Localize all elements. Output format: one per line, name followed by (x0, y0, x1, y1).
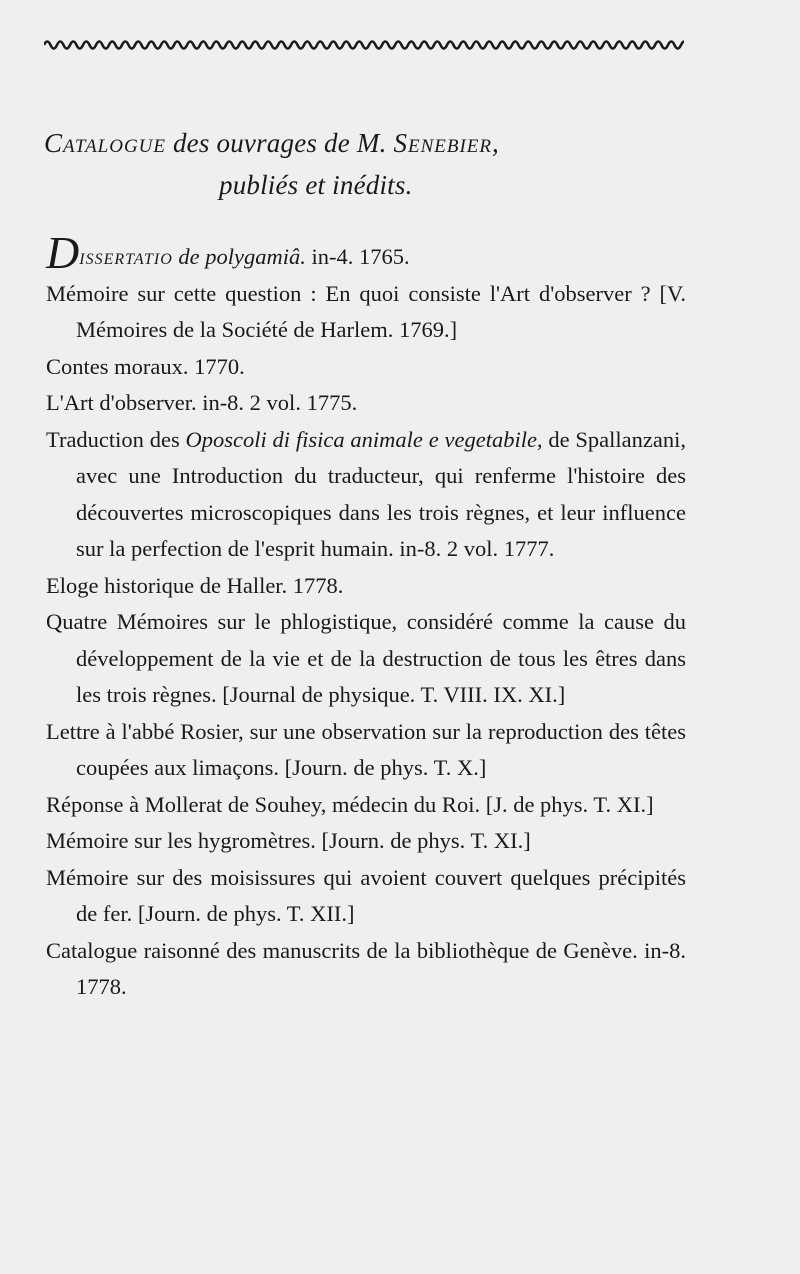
drop-cap-letter: D (46, 227, 80, 278)
title-line-2: publiés et inédits. (219, 170, 413, 200)
entry-text-before: Traduction des (46, 426, 186, 452)
title-line-1 (44, 122, 684, 164)
catalogue-entry (46, 227, 686, 278)
catalogue-entry: Réponse à Mollerat de Souhey, médecin du Roi. [J. de phys. T. XI.] (46, 791, 654, 817)
title-author-name: Senebier, (393, 128, 500, 158)
catalogue-entry (46, 422, 686, 568)
entry-text-after: de Spallanzani, avec une Introduction du traducteur, qui renferme l'histoire des découvertes microscopiques dans les trois règnes, et leur influence sur la perfection de l'esprit humain. in-8. 2 vol. 1777. (76, 426, 686, 561)
entry-details: in-4. 1765. (305, 244, 410, 269)
catalogue-title (44, 122, 684, 206)
catalogue-entry: Contes moraux. 1770. (46, 353, 245, 379)
entry-lead-smallcaps: issertatio (79, 244, 173, 269)
entry-italic-title: Oposcoli di fisica animale e vegetabile, (185, 426, 543, 452)
catalogue-entry: L'Art d'observer. in-8. 2 vol. 1775. (46, 390, 358, 415)
catalogue-entry: Mémoire sur cette question : En quoi consiste l'Art d'observer ? [V. Mémoires de la Société de Harlem. 1769.] (46, 280, 686, 342)
catalogue-entry: Lettre à l'abbé Rosier, sur une observation sur la reproduction des têtes coupées aux limaçons. [Journ. de phys. T. X.] (46, 718, 686, 780)
title-lead-word: Catalogue (44, 128, 167, 158)
entry-italic-title: de polygamiâ. (172, 244, 306, 269)
catalogue-entry: Catalogue raisonné des manuscrits de la bibliothèque de Genève. in-8. 1778. (46, 937, 686, 999)
catalogue-entry: Eloge historique de Haller. 1778. (46, 572, 344, 598)
title-middle-text: des ouvrages de M. (166, 128, 394, 158)
catalogue-entry: Quatre Mémoires sur le phlogistique, considéré comme la cause du développement de la vie et de la destruction de tous les êtres dans les trois règnes. [Journal de physique. T. VIII. IX. XI.] (46, 609, 686, 707)
wavy-rule-ornament-icon (44, 36, 684, 54)
catalogue-entry-list (46, 227, 686, 1006)
catalogue-entry: Mémoire sur les hygromètres. [Journ. de phys. T. XI.] (46, 828, 531, 853)
catalogue-entry: Mémoire sur des moisissures qui avoient couvert quelques précipités de fer. [Journ. de phys. T. XII.] (46, 864, 686, 926)
